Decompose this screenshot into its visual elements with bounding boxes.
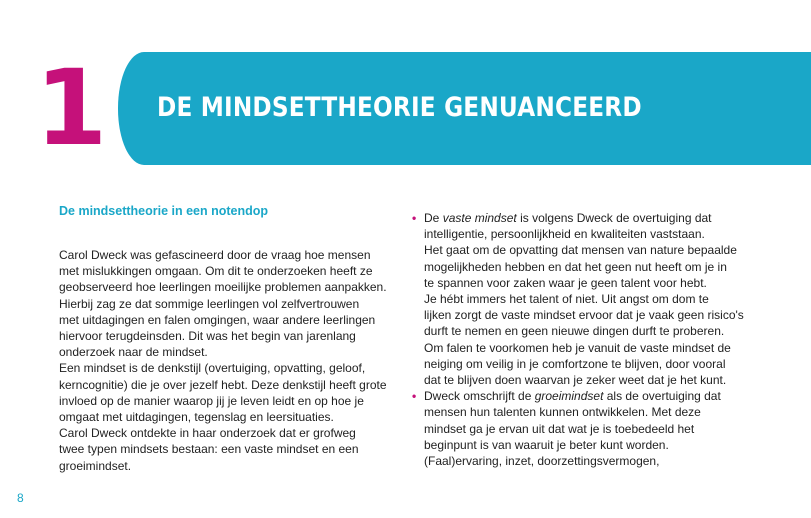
bullet-item-groeimindset (412, 388, 794, 469)
right-column (412, 210, 794, 469)
text-line: onderzoek naar de mindset. (59, 345, 208, 360)
text-line: Je hébt immers het talent of niet. Uit angst om dom te (424, 292, 709, 307)
text-line: twee typen mindsets bestaan: een vaste mindset en een (59, 442, 359, 457)
chapter-title: DE MINDSETTHEORIE GENUANCEERD (157, 92, 642, 123)
text-line: lijken zorgt de vaste mindset ervoor dat je vaak geen risico's (424, 308, 744, 323)
text-line: groeimindset. (59, 458, 132, 473)
left-column (59, 247, 404, 474)
text-line: Het gaat om de opvatting dat mensen van nature bepaalde (424, 243, 737, 258)
text-line: Om falen te voorkomen heb je vanuit de vaste mindset de (424, 340, 731, 355)
text-line: (Faal)ervaring, inzet, doorzettingsvermogen, (424, 454, 660, 469)
text-line: De vaste mindset is volgens Dweck de overtuiging dat (424, 211, 712, 225)
chapter-number: 1 (35, 47, 108, 169)
text-line: te spannen voor zaken waar je geen talent voor hebt. (424, 275, 707, 290)
text-line: omgaat met uitdagingen, tegenslag en leersituaties. (59, 410, 334, 425)
bullet-item-vaste-mindset (412, 210, 794, 388)
text-line: met uitdagingen en falen omgingen, waar andere leerlingen (59, 312, 376, 327)
section-heading: De mindsettheorie in een notendop (59, 204, 269, 218)
text-line: Dweck omschrijft de groeimindset als de overtuiging dat (424, 389, 721, 404)
page-number: 8 (17, 491, 24, 505)
text-line: intelligentie, persoonlijkheid en kwaliteiten vaststaan. (424, 227, 705, 242)
bullet-icon: • (412, 211, 417, 225)
text-line: invloed op de manier waarop jij je leven leidt en op hoe je (59, 393, 364, 408)
text-line: neiging om veilig in je comfortzone te blijven, door vooral (424, 356, 726, 371)
text-line: met mislukkingen omgaan. Om dit te onderzoeken heeft ze (59, 264, 373, 279)
text-line: beginpunt is van waaruit je beter kunt worden. (424, 437, 669, 452)
text-line: hiervoor terugdeinsden. Dit was het begin van jarenlang (59, 329, 356, 344)
bullet-icon: • (412, 389, 417, 404)
text-line: geobserveerd hoe leerlingen moeilijke problemen aanpakken. (59, 280, 387, 295)
text-line: dat te blijven doen waarvan je zeker weet dat je het kunt. (424, 373, 727, 388)
text-line: Een mindset is de denkstijl (overtuiging, opvatting, geloof, (59, 361, 366, 376)
text-line: mindset ga je ervan uit dat wat je is toebedeeld het (424, 421, 695, 436)
text-line: mogelijkheden hebben en dat het geen nut heeft om je in (424, 259, 727, 274)
text-line: Carol Dweck ontdekte in haar onderzoek dat er grofweg (59, 426, 356, 441)
text-line: durft te nemen en geen nieuwe dingen durft te proberen. (424, 324, 725, 339)
text-line: Carol Dweck was gefascineerd door de vraag hoe mensen (59, 248, 371, 262)
text-line: kerncognitie) die je over jezelf hebt. Deze denkstijl heeft grote (59, 377, 387, 392)
text-line: Hierbij zag ze dat sommige leerlingen vol zelfvertrouwen (59, 296, 360, 311)
text-line: mensen hun talenten kunnen ontwikkelen. Met deze (424, 405, 701, 420)
